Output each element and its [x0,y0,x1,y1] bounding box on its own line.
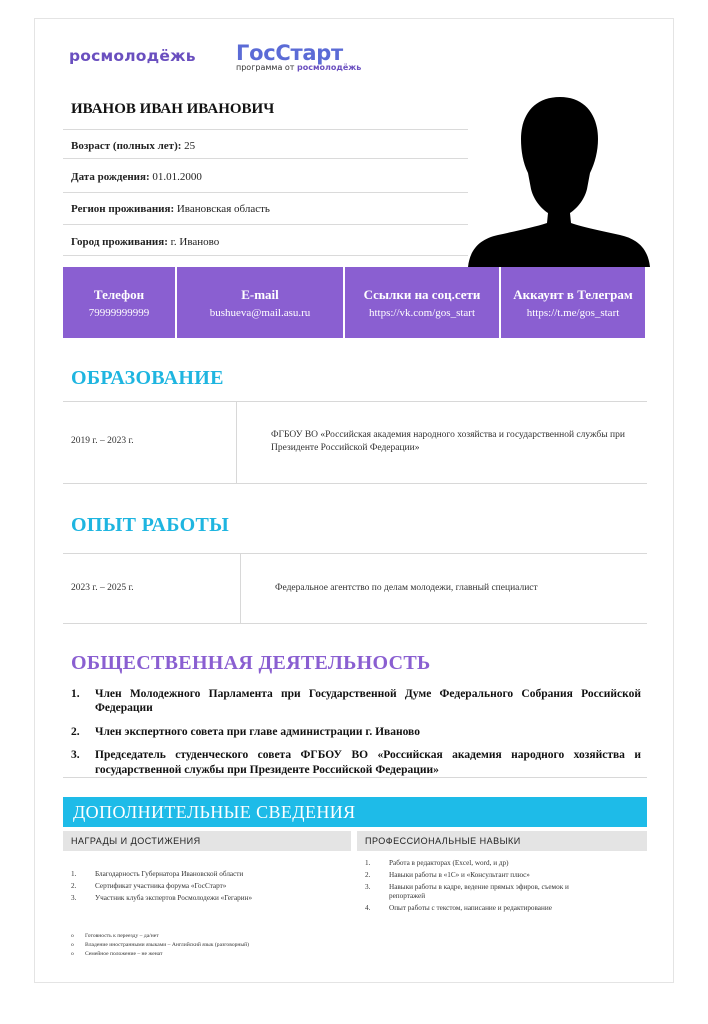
person-name: ИВАНОВ ИВАН ИВАНОВИЧ [71,101,275,117]
activity-item [71,687,641,716]
rosmolodezh-logo: росмолодёжь [69,47,196,65]
education-period: 2019 г. – 2023 г. [71,436,134,446]
activity-item [71,725,641,739]
award-item [71,870,341,879]
skill-text: Опыт работы с текстом, написание и редактирование [389,904,552,912]
activity-item-text: Председатель студенческого совета ФГБОУ ВО «Российская академия народного хозяйства и государственной службы при Президенте Российской Федерации» [95,749,641,776]
award-item [71,882,341,891]
city-row [63,224,487,256]
activity-bottom-line [63,777,647,778]
skill-text: Работа в редакторах (Excel, word, и др) [389,859,509,867]
extra-info-list [71,933,249,960]
experience-top-line [63,553,647,554]
contact-phone-value[interactable]: 79999999999 [88,306,150,319]
skill-number: 1. [365,859,371,867]
extra-info-item [71,951,249,957]
education-top-line [63,401,647,402]
gosstart-logo-sub [236,63,361,72]
additional-banner: ДОПОЛНИТЕЛЬНЫЕ СВЕДЕНИЯ [63,797,647,827]
award-text: Благодарность Губернатора Ивановской области [95,870,244,878]
award-item [71,894,341,903]
skill-text: Навыки работы в кадре, ведение прямых эфиров, съемок и репортажей [389,883,569,900]
awards-header: НАГРАДЫ И ДОСТИЖЕНИЯ [63,831,351,851]
city-value: г. Иваново [167,236,220,248]
region-value: Ивановская область [174,203,270,215]
contact-email-value[interactable]: bushueva@mail.asu.ru [209,306,311,319]
skill-item [365,883,595,901]
birth-value: 01.01.2000 [149,171,202,183]
region-label: Регион проживания: [71,203,175,215]
education-title: ОБРАЗОВАНИЕ [71,367,224,389]
skills-header: ПРОФЕССИОНАЛЬНЫЕ НАВЫКИ [357,831,647,851]
contact-telegram-label: Аккаунт в Телеграм [513,286,633,302]
activity-item [71,748,641,777]
gosstart-logo-sub-brand: росмолодёжь [297,63,362,72]
gosstart-logo-sub-prefix: программа от [236,63,295,72]
contact-social-value[interactable]: https://vk.com/gos_start [368,306,476,319]
extra-info-item [71,933,249,939]
bullet-icon: o [71,951,74,957]
activity-item-number: 1. [71,688,80,700]
extra-info-text: Владение иностранными языками – Английский язык (разговорный) [85,942,250,948]
activity-list [71,687,641,786]
age-label: Возраст (полных лет): [71,140,182,152]
contact-phone [63,267,175,338]
city-label: Город проживания: [71,236,168,248]
contact-telegram-value[interactable]: https://t.me/gos_start [526,306,620,319]
experience-divider [240,553,241,623]
activity-title: ОБЩЕСТВЕННАЯ ДЕЯТЕЛЬНОСТЬ [71,652,431,674]
experience-period: 2023 г. – 2025 г. [71,583,134,593]
education-text: ФГБОУ ВО «Российская академия народного хозяйства и государственной службы при Президенте Российской Федерации» [271,430,625,454]
contacts-bar [63,267,647,338]
contact-email [177,267,343,338]
contact-social-label: Ссылки на соц.сети [363,286,481,302]
bullet-icon: o [71,933,74,939]
skill-number: 3. [365,883,371,891]
awards-list [71,870,341,906]
experience-text: Федеральное агентство по делам молодежи, главный специалист [275,583,538,593]
extra-info-text: Семейное положение – не женат [85,951,163,957]
birth-row [63,158,487,192]
region-row [63,192,487,224]
experience-bottom-line [63,623,647,624]
skill-number: 4. [365,904,371,912]
extra-info-text: Готовность к переезду – да/нет [85,933,159,939]
contact-phone-label: Телефон [93,286,145,302]
activity-item-text: Член экспертного совета при главе администрации г. Иваново [95,725,420,738]
activity-item-number: 2. [71,725,80,738]
activity-item-number: 3. [71,749,80,762]
education-divider [236,401,237,483]
resume-page [34,18,674,983]
age-value: 25 [181,140,196,152]
experience-title: ОПЫТ РАБОТЫ [71,514,230,536]
birth-label: Дата рождения: [71,171,150,183]
bullet-icon: o [71,942,74,948]
skill-item [365,859,595,868]
award-number: 2. [71,882,77,890]
gosstart-logo-main: ГосСтарт [236,41,343,65]
award-text: Участник клуба экспертов Росмолодежи «Гегарин» [95,894,253,902]
extra-info-item [71,942,249,948]
contact-email-label: E-mail [241,286,279,302]
profile-photo [468,91,650,267]
skill-item [365,904,595,913]
award-text: Сертификат участника форума «ГосСтарт» [95,882,227,890]
skill-item [365,871,595,880]
award-number: 1. [71,870,77,878]
skills-list [365,859,595,916]
skill-number: 2. [365,871,371,879]
award-number: 3. [71,894,77,902]
contact-telegram [501,267,645,338]
age-row [63,129,487,158]
contact-social [345,267,499,338]
person-silhouette-icon [468,91,650,267]
education-bottom-line [63,483,647,484]
gosstart-logo [236,41,361,72]
skill-text: Навыки работы в «1С» и «Консультант плюс» [389,871,530,879]
activity-item-text: Член Молодежного Парламента при Государственной Думе Федерального Собрания Российской Федерации [95,688,641,715]
